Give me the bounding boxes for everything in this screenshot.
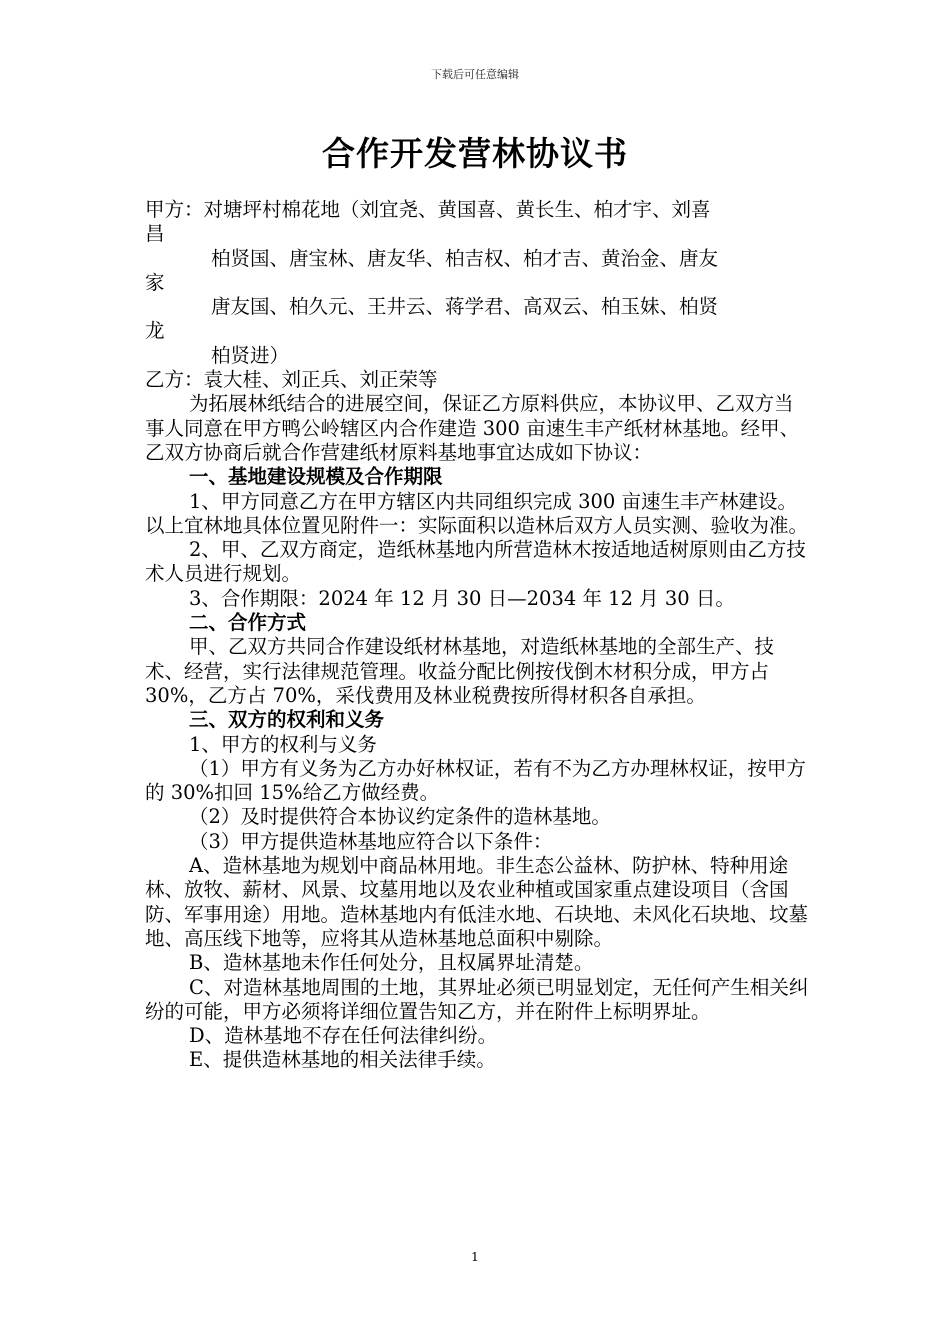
party-a-line2: 柏贤国、唐宝林、唐友华、柏吉权、柏才吉、黄治金、唐友 [211, 246, 719, 270]
section1-item1: 1、甲方同意乙方在甲方辖区内共同组织完成 300 亩速生丰产林建设。以上宜林地具体位置见附件一：实际面积以造林后双方人员实测、验收为准。 [145, 489, 809, 537]
section2-paragraph: 甲、乙双方共同合作建设纸材林基地，对造纸林基地的全部生产、技术、经营，实行法律规范管理。收益分配比例按伐倒木材积分成，甲方占 30%，乙方占 70%，采伐费用及林业税费按所得材积各自承担。 [145, 635, 775, 707]
document-title: 合作开发营林协议书 [322, 134, 628, 173]
condition-b: B、造林基地未作任何处分，且权属界址清楚。 [189, 951, 594, 975]
condition-c: C、对造林基地周围的土地，其界址必须已明显划定，无任何产生相关纠纷的可能，甲方必须将详细位置告知乙方，并在附件上标明界址。 [145, 975, 809, 1023]
party-a-line2-wrap: 家 [145, 270, 165, 294]
section3-item1: （1）甲方有义务为乙方办好林权证，若有不为乙方办理林权证，按甲方的 30%扣回 15%给乙方做经费。 [145, 756, 806, 805]
party-a-line3: 唐友国、柏久元、王井云、蒋学君、高双云、柏玉妹、柏贤 [211, 295, 719, 319]
party-b: 乙方：袁大桂、刘正兵、刘正荣等 [145, 368, 438, 392]
condition-d: D、造林基地不存在任何法律纠纷。 [189, 1024, 498, 1048]
party-a-line1-wrap: 昌 [145, 222, 165, 246]
header-note: 下载后可任意编辑 [431, 68, 519, 81]
section2-heading: 二、合作方式 [189, 611, 307, 635]
section3-heading: 三、双方的权利和义务 [189, 708, 385, 732]
page-number: 1 [471, 1250, 479, 1264]
section3-sub1: 1、甲方的权利与义务 [189, 732, 377, 756]
section3-item2: （2）及时提供符合本协议约定条件的造林基地。 [189, 805, 611, 829]
party-a-line1: 甲方：对塘坪村棉花地（刘宜尧、黄国喜、黄长生、柏才宇、刘喜 [145, 198, 711, 221]
section1-item2: 2、甲、乙双方商定，造纸林基地内所营造林木按适地适树原则由乙方技术人员进行规划。 [145, 538, 806, 586]
section1-heading: 一、基地建设规模及合作期限 [189, 465, 443, 489]
section3-item3: （3）甲方提供造林基地应符合以下条件： [189, 829, 553, 853]
document-body [145, 198, 810, 1073]
intro-paragraph: 为拓展林纸结合的进展空间，保证乙方原料供应，本协议甲、乙双方当事人同意在甲方鸭公岭辖区内合作建造 300 亩速生丰产纸材林基地。经甲、乙双方协商后就合作营建纸材原料基地事宜达成如下协议： [145, 392, 800, 464]
party-a-line4: 柏贤进） [211, 343, 290, 367]
condition-e: E、提供造林基地的相关法律手续。 [189, 1048, 496, 1072]
section1-item3: 3、合作期限：2024 年 12 月 30 日—2034 年 12 月 30 日。 [189, 586, 735, 610]
party-a-line3-wrap: 龙 [145, 319, 165, 343]
condition-a: A、造林基地为规划中商品林用地。非生态公益林、防护林、特种用途林、放牧、薪材、风景、坟墓用地以及农业种植或国家重点建设项目（含国防、军事用途）用地。造林基地内有低洼水地、石块地、未风化石块地、坟墓地、高压线下地等，应将其从造林基地总面积中剔除。 [145, 854, 809, 950]
